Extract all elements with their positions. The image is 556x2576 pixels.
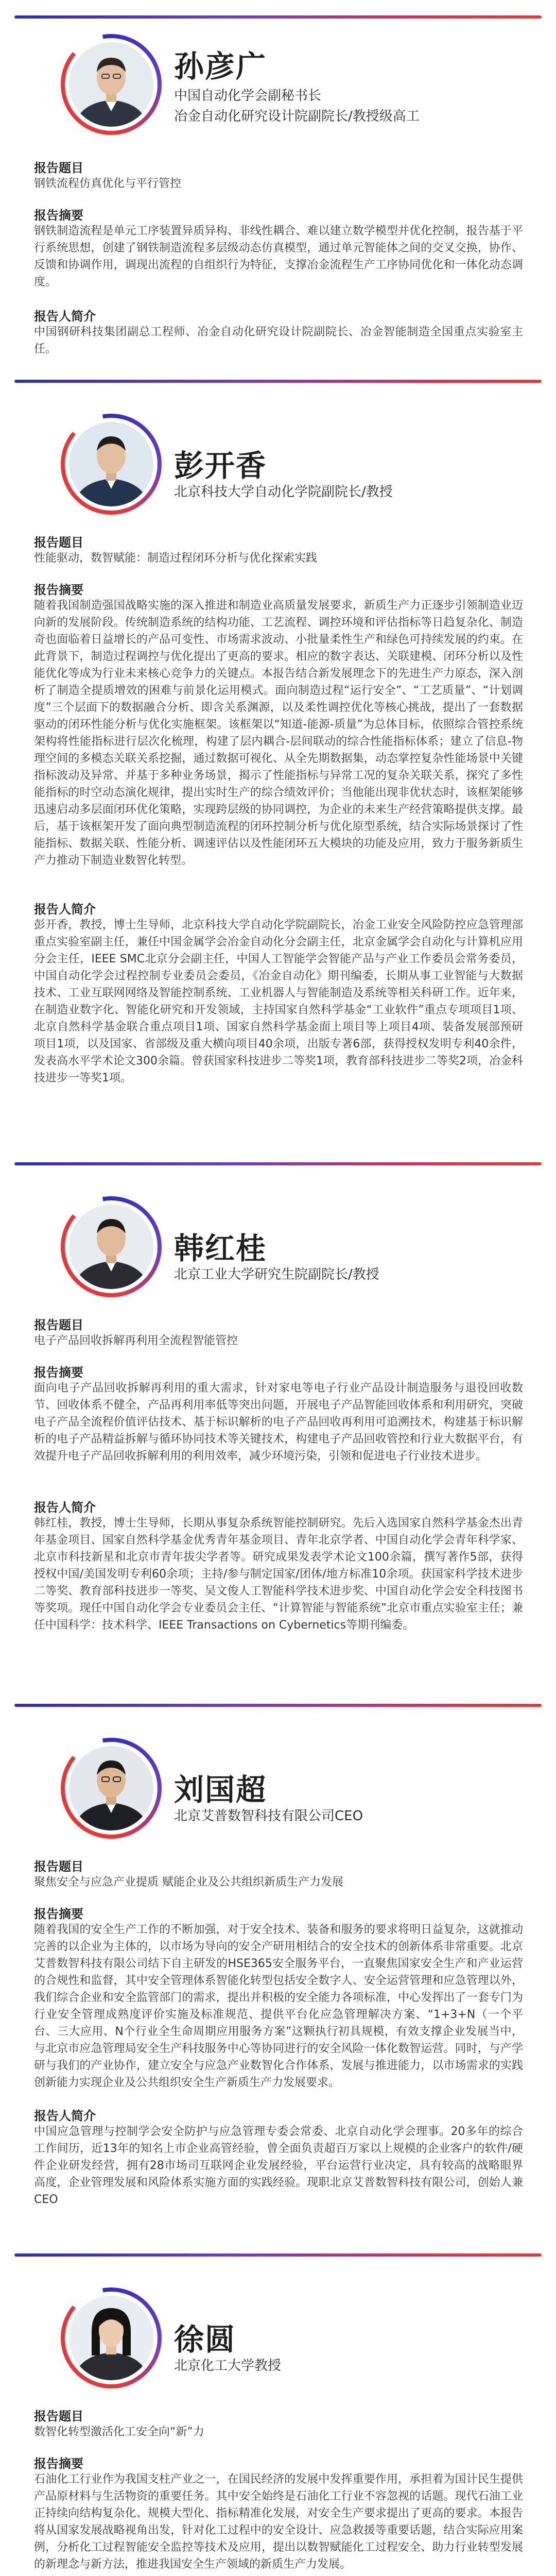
speaker-card-3 [0, 1162, 556, 1698]
abstract-text: 随着我国制造强国战略实施的深入推进和制造业高质量发展要求，新质生产力正逐步引领制造业迈向新的发展阶段。传统制造系统的结构功能、工艺流程、调控环境和评估指标等日趋复杂化、制造奇也面临着日益增长的产品可变性、市场需求波动、小批量柔性生产和绿色可持续发展的约束。在此背景下，制造过程调控与优化提出了更高的要求。相应的数字表达、关联建模、闭环分析以及性能优化等成为行业未来核心竞争力的关键点。本报告结合新发展理念下的先进生产力原态，深入剖析了制造全提质增效的困难与前景化运用模式。面向制造过程“运行安全”、“工艺质量”、“计划调度”三个层面下的数据融合分析、即含关系渊源，以及柔性调控优化等核心挑战，提出了一套数据驱动的闭环性能分析与优化实施框架。该框架以“知道-能源-质量”为总体目标，依照综合管控系统架构将性能指标进行层次化梳理，构建了层内耦合-层间联动的综合性能指标体系；建立了信息-物理空间的多模态关联关系挖掘，通过数据可视化、从全先期数据集，动态掌控复杂性能场景中关键指标波动及异常、并基于多种业务场景，揭示了性能指标与异常工况的复杂关联关系，探究了多性能指标的时空动态演化规律，提出实时生产的综合绩效评价；当他能出现非优状态时，该框架能够迅速启动多层面闭环优化策略，实现跨层级的协同调控，为企业的未来生产经营策略提供支撑。最后，基于该框架开发了面向典型制造流程的闭环控制分析与优化原型系统，结合实际场景探讨了性能指标、数据关联、性能分析、调速评估以及性能闭环五大模块的功能及应用，致力于服务新质生产力推动下制造业数智化转型。 [34, 599, 523, 867]
report-title-label: 报告题目 [34, 535, 83, 550]
abstract-label: 报告摘要 [34, 2456, 83, 2471]
avatar [69, 42, 153, 127]
speaker-title-line-1: 北京工业大学研究生院副院长/教授 [174, 1267, 379, 1282]
speaker-title-line-1: 北京科技大学自动化学院副院长/教授 [174, 484, 393, 500]
divider-bar [14, 2253, 542, 2257]
bio-text: 韩红桂，教授，博士生导师，长期从事复杂系统智能控制研究。先后入选国家自然科学基金杰出青年基金项目、国家自然科学基金优秀青年基金项目、青年北京学者、中国自动化学会青年科学家、北京市科技新星和北京市青年拔尖学者等。研究成果发表学术论文100余篇，撰写著作5部，获得授权中国/美国发明专利60余项；主持/参与制定国家/团体/地方标准10余项。获国家科学技术进步二等奖、教育部科技进步一等奖、吴文俊人工智能科学技术进步奖、中国自动化学会安全科技图书等奖项。现任中国自动化学会专业委员会主任、“计算智能与智能系统”北京市重点实验室主任；兼任中国科学：技术科学、IEEE Transactions on Cybernetics等期刊编委。 [34, 1517, 523, 1632]
report-title-label: 报告题目 [34, 2409, 83, 2424]
abstract-text: 石油化工行业作为我国支柱产业之一，在国民经济的发展中发挥重要作用，承担着为国计民生提供产品原材料与生活物资的重要任务。其中安全始终是石油化工行业不容忽视的话题。现代石油工业正持续向结构复杂化、规模大型化、指标精准化发展，对安全生产要求提出了更高的要求。本报告将从国家发展战略视角出发，针对化工过程中的安全设计、应急救援等重要话题，结合实际应用案例，分析化工过程智能安全监控等技术及应用，提出以数智赋能化工过程安全、助力行业转型发展的新理念与新方法，推进我国安全生产领域的新质生产力发展。 [34, 2473, 523, 2571]
speaker-card-5 [0, 2253, 556, 2576]
avatar-ring [61, 1738, 162, 1839]
bio-label: 报告人简介 [34, 2109, 96, 2123]
divider-bar [14, 15, 542, 19]
avatar [69, 1205, 153, 1289]
avatar-ring [61, 2287, 162, 2388]
report-title-label: 报告题目 [34, 1318, 83, 1332]
bio-label: 报告人简介 [34, 902, 96, 917]
divider-bar [14, 380, 542, 383]
speaker-name: 徐圆 [174, 2322, 236, 2357]
abstract-label: 报告摘要 [34, 583, 83, 597]
bio-text: 中国应急管理与控制学会安全防护与应急管理专委会常委、北京自动化学会理事。20多年的综合工作间历，近13年的知名上市企业高管经验，曾全面负责超百万家以上规模的企业客户的软件/硬件企业研发经营，拥有28市场司互联网企业发展经验，平台运营行业决定，具有较高的战略眼界高度，企业管理发展和风险体系实施方面的实践经验。现职北京艾普数智科技有限公司，创始人兼CEO [34, 2125, 523, 2206]
report-title-label: 报告题目 [34, 1859, 83, 1874]
report-title: 性能驱动，数智赋能：制造过程闭环分析与优化探索实践 [34, 552, 318, 565]
abstract-text: 钢铁制造流程是单元工序装置异质异构、非线性耦合、难以建立数学模型并优化控制，报告基于平行系统思想，创建了钢铁制造流程多层级动态仿真模型，通过单元智能体之间的交叉交换，协作、反馈和协调作用，调现出流程的自组织行为特征，支撑冶金流程生产工序协同优化和一体化动态调度。 [34, 225, 523, 289]
speaker-title-line-1: 北京化工大学教授 [174, 2358, 282, 2374]
speaker-title-line-1: 中国自动化学会副秘书长 [174, 88, 322, 104]
avatar [69, 422, 153, 506]
speaker-card-2 [0, 380, 556, 1153]
bio-text: 中国钢研科技集团副总工程师、冶金自动化研究设计院副院长、冶金智能制造全国重点实验室主任。 [34, 326, 523, 355]
abstract-text: 随着我国的安全生产工作的不断加强，对于安全技术、装备和服务的要求将明日益复杂，这就推动完善的以企业为主体的，以市场为导向的安全产研用相结合的安全技术的创新体系非常重要。北京艾普数智科技有限公司结下自主研发的HSE365安全服务平台，一直聚焦国家安全生产和产业运营的合规性和监督，其中安全管理体系智能化转型包括安全数字人、安全运营管理和应急管理以外，我们综合企业和安全监管部门的需求，提出并积极的安全能力各项标准，中心发挥出了一套专门为行业安全管理成熟度评价实施及标准规范、提供平台化应急管理解决方案、“1+3+N（一个平台、三大应用、N个行业全生命周期应用服务方案”这颗执行初具规模，有效支撑企业发展当中，与北京市应急管理局安全生产科技服务中心等协同进行的安全风险一体化数智运营。同时，与产学研与我们的产业协作，建立安全与应急产业数智化合作体系，发展与推进能力，以市场需求的实践创新能力实现企业及公共组织安全生产新质生产力发展要求。 [34, 1923, 523, 2089]
speaker-name: 韩红桂 [174, 1231, 267, 1266]
abstract-text: 面向电子产品回收拆解再利用的重大需求，针对家电等电子行业产品设计制造服务与退役回收数节、回收体系不健全，产品再利用率低等突出问题，开展电子产品智能回收体系和利用研究，突破电子产品全流程价值评估技术、基于标识解析的电子产品回收再利用可追溯技术，构建基于标识解析的电子产品精益拆解与循环协同技术等关键技术，构建电子产品回收管控和行业大数据平台，有效提升电子产品回收拆解利用的利用效率，减少环境污染，引领和促进电子行业技术进步。 [34, 1382, 523, 1463]
speaker-name: 孙彦广 [174, 49, 267, 84]
bio-text: 彭开香，教授，博士生导师，北京科技大学自动化学院副院长，冶金工业安全风险防控应急管理部重点实验室副主任，兼任中国金属学会冶金自动化分会副主任，北京金属学会自动化与计算机应用分会主任，IEEE SMC北京分会副主任，中国人工智能学会智能产品与产业工作委员会常务委员，中国自动化学会过程控制专业委员会委员，《冶金自动化》期刊编委，长期从事工业智能与大数据技术、工业互联网网络及智能控制系统、工业机器人与智能制造及系统等相关科研工作。近年来，在制造业数字化、智能化研究和开发领域，主持国家自然科学基金“工业软件”重点专项项目1项、北京自然科学基金联合重点项目1项、国家自然科学基金面上项目等上项目4项、装备发展部预研项目1项，以及国家、省部级及重大横向项目40余项，出版专著6部，获得授权发明专利40余件，发表高水平学术论文300余篇。曾获国家科技进步二等奖1项，教育部科技进步二等奖2项，冶金科技进步一等奖1项。 [34, 919, 523, 1084]
report-title: 电子产品回收拆解再利用全流程智能管控 [34, 1334, 238, 1347]
avatar-ring [61, 1196, 162, 1297]
avatar-ring [61, 34, 162, 135]
abstract-label: 报告摘要 [34, 1365, 83, 1380]
report-title: 钢铁流程仿真优化与平行管控 [34, 177, 182, 190]
avatar-ring [61, 414, 162, 515]
avatar [69, 1746, 153, 1831]
speaker-title-line-1: 北京艾普数智科技有限公司CEO [174, 1808, 363, 1824]
divider-bar [14, 1162, 542, 1165]
divider-bar [14, 1704, 542, 1707]
abstract-label: 报告摘要 [34, 208, 83, 223]
speaker-name: 刘国超 [174, 1772, 267, 1807]
report-title: 聚焦安全与应急产业提质 赋能企业及公共组织新质生产力发展 [34, 1876, 343, 1889]
speaker-title-line-2: 冶金自动化研究设计院副院长/教授级高工 [174, 109, 420, 124]
bio-label: 报告人简介 [34, 1500, 96, 1515]
report-title: 数智化转型激活化工安全向“新”力 [34, 2426, 204, 2438]
bio-label: 报告人简介 [34, 309, 96, 324]
avatar [69, 2296, 153, 2380]
speaker-name: 彭开香 [174, 448, 267, 483]
speaker-card-4 [0, 1704, 556, 2253]
report-title-label: 报告题目 [34, 161, 83, 175]
abstract-label: 报告摘要 [34, 1907, 83, 1921]
